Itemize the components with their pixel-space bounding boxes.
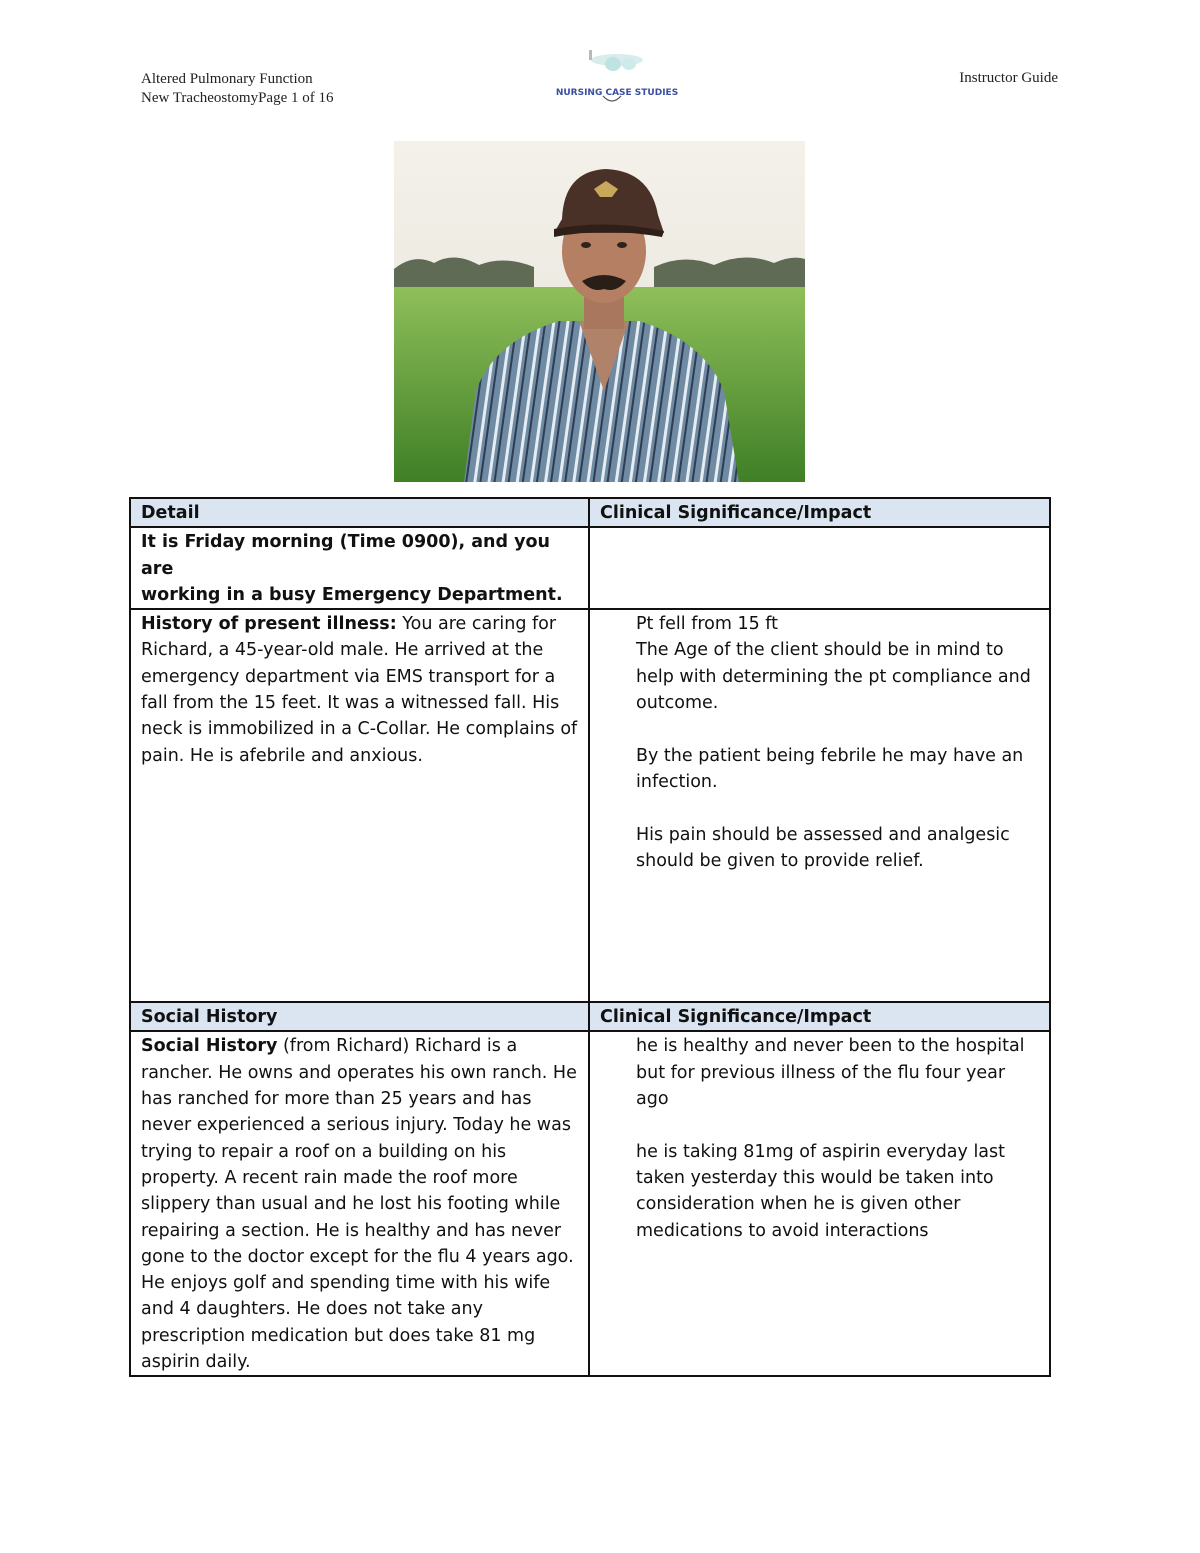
scenario-line-2: working in a busy Emergency Department. (141, 584, 563, 605)
impact-aspirin: he is taking 81mg of aspirin everyday last taken yesterday this would be taken into consideration when he is given other medications to avoid interactions (636, 1141, 1006, 1241)
course-title: Altered Pulmonary Function (141, 71, 313, 87)
social-text: (from Richard) Richard is a rancher. He owns and operates his own ranch. He has ranched for more than 25 years and has never experienced a serious injury. Today he was trying to repair a roof on a building on his property. A recent rain made the roof more slippery than usual and he lost his footing while repairing a section. He is healthy and has never gone to the doctor except for the flu 4 years ago. He enjoys golf and spending time with his wife and 4 daughters. He does not take any prescription medication but does take 81 mg aspirin daily. (141, 1036, 577, 1373)
patient-photo (394, 141, 805, 482)
nursing-case-studies-logo (555, 46, 680, 106)
social-impact-cell (589, 1031, 1050, 1376)
hpi-label: History of present illness: (141, 614, 397, 635)
impact-pain: His pain should be assessed and analgesic should be given to provide relief. (636, 824, 1010, 871)
hpi-impact-cell (589, 609, 1050, 1002)
spacer (636, 795, 1039, 821)
social-cell (130, 1031, 589, 1376)
hpi-row (130, 609, 1050, 1002)
impact-age: The Age of the client should be in mind to help with determining the pt compliance and outcome. (636, 640, 1031, 714)
guide-label: Instructor Guide (959, 70, 1058, 86)
impact-febrile: By the patient being febrile he may have an infection. (636, 745, 1024, 792)
impact-healthy: he is healthy and never been to the hospital but for previous illness of the flu four year ago (636, 1036, 1025, 1110)
scenario-impact-cell (589, 527, 1050, 609)
social-label: Social History (141, 1036, 278, 1057)
impact-fall: Pt fell from 15 ft (636, 614, 779, 635)
scenario-row (130, 527, 1050, 609)
impact-header-1: Clinical Significance/Impact (589, 498, 1050, 527)
scenario-cell (130, 527, 589, 609)
social-row (130, 1031, 1050, 1376)
hpi-cell (130, 609, 589, 1002)
detail-header: Detail (130, 498, 589, 527)
section2-header-row (130, 1002, 1050, 1031)
scenario-line-1: It is Friday morning (Time 0900), and you are (141, 532, 551, 579)
page-label: Page 1 of 16 (258, 90, 334, 106)
case-title: New Tracheostomy (141, 90, 259, 106)
impact-header-2: Clinical Significance/Impact (589, 1002, 1050, 1031)
section1-header-row (130, 498, 1050, 527)
document-header-left (141, 70, 333, 108)
spacer (636, 1112, 1039, 1138)
social-history-header: Social History (130, 1002, 589, 1031)
hpi-text: You are caring for Richard, a 45-year-old male. He arrived at the emergency department via EMS transport for a fall from the 15 feet. It was a witnessed fall. His neck is immobilized in a C-Collar. He complains of pain. He is afebrile and anxious. (141, 614, 578, 766)
case-study-table (129, 497, 1051, 1377)
logo-text: NURSING CASE STUDIES (555, 88, 679, 98)
spacer (636, 716, 1039, 742)
case-title-line (141, 89, 333, 108)
